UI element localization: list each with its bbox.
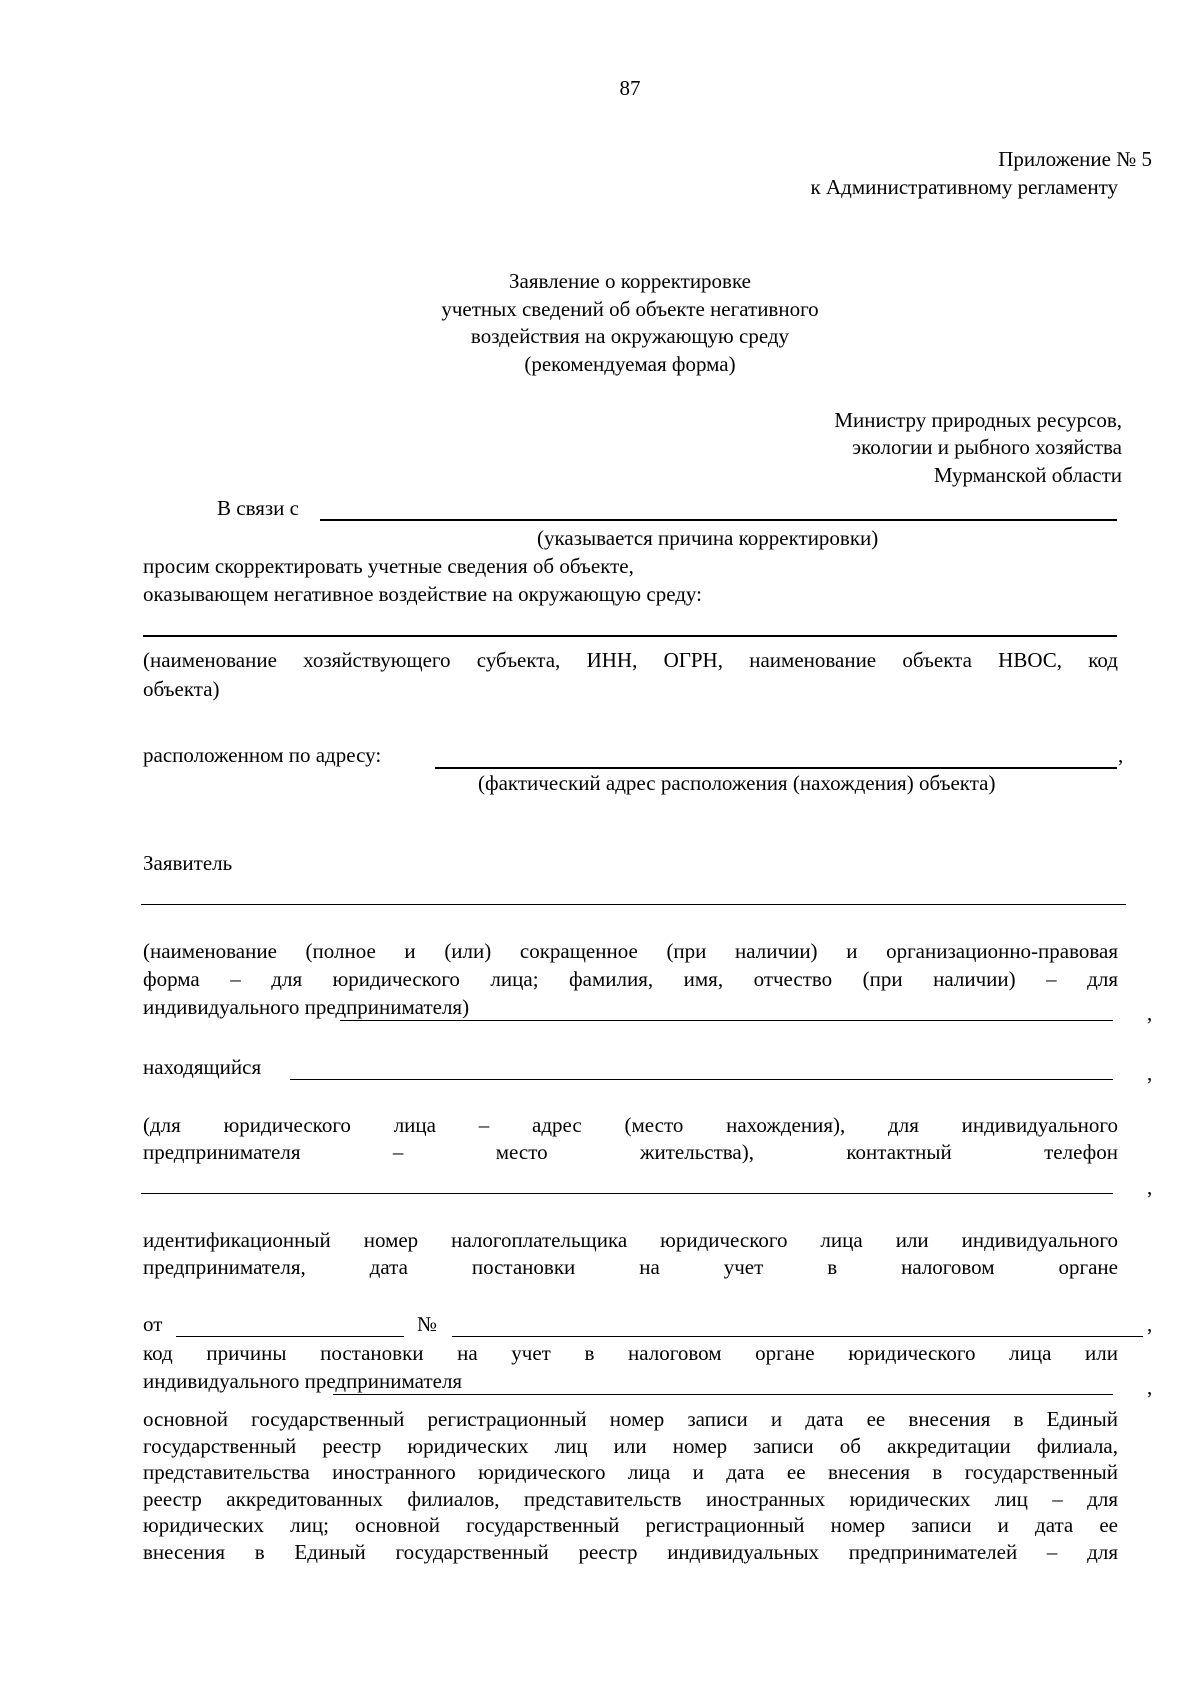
location-underline [290, 1079, 1113, 1080]
applicant-underline [141, 904, 1126, 905]
inn-number-field[interactable] [454, 1310, 1141, 1335]
location-hint-line2: предпринимателя – место жительства), контактный телефон [143, 1140, 1118, 1164]
title-line1: Заявление о корректировке [509, 269, 751, 293]
addressee-line1: Министру природных ресурсов, [834, 408, 1122, 432]
location-comma2: , [1147, 1175, 1153, 1199]
location-field[interactable] [292, 1053, 1112, 1078]
title-line3: воздействия на окружающую среду [470, 324, 790, 348]
ogrn-line2: государственный реестр юридических лиц или номер записи об аккредитации филиала, [143, 1434, 1118, 1458]
location-hint-line1: (для юридического лица – адрес (место нахождения), для индивидуального [143, 1113, 1118, 1137]
ogrn-line3: представительства иностранного юридического лица и дата ее внесения в государственный [143, 1460, 1118, 1484]
request-line1: просим скорректировать учетные сведения об объекте, [143, 554, 634, 578]
ogrn-line6: внесения в Единый государственный реестр индивидуальных предпринимателей – для [143, 1540, 1118, 1564]
inn-comma: , [1147, 1312, 1153, 1336]
inn-number-underline [452, 1336, 1143, 1337]
title-line4: (рекомендуемая форма) [524, 352, 736, 376]
address-hint: (фактический адрес расположения (нахождения) объекта) [478, 771, 996, 795]
location-label: находящийся [143, 1055, 262, 1079]
reason-underline [320, 519, 1117, 521]
phone-field[interactable] [143, 1167, 1111, 1192]
inn-date-field[interactable] [178, 1310, 402, 1335]
ogrn-line4: реестр аккредитованных филиалов, представительств иностранных юридических лиц – для [143, 1487, 1118, 1511]
applicant-comma: , [1147, 1001, 1153, 1025]
kpp-line2: индивидуального предпринимателя [143, 1369, 463, 1393]
title-line2: учетных сведений об объекте негативного [441, 297, 819, 321]
reason-label: В связи с [217, 496, 299, 520]
inn-date-underline [176, 1336, 404, 1337]
appendix-line1: Приложение № 5 [998, 147, 1152, 171]
applicant-field[interactable] [143, 877, 1123, 903]
applicant-label: Заявитель [143, 851, 233, 875]
object-field[interactable] [143, 608, 1117, 634]
kpp-comma: , [1147, 1375, 1153, 1399]
ogrn-line5: юридических лиц; основной государственный регистрационный номер записи и дата ее [143, 1513, 1118, 1537]
kpp-underline [333, 1394, 1113, 1395]
object-hint-line2: объекта) [143, 677, 220, 701]
phone-underline [141, 1193, 1113, 1194]
applicant-hint-underline [340, 1020, 1113, 1021]
inn-number-label: № [417, 1312, 438, 1336]
applicant-hint-line1: (наименование (полное и (или) сокращенное (при наличии) и организационно-правовая [143, 939, 1118, 963]
inn-line2: предпринимателя, дата постановки на учет в налоговом органе [143, 1255, 1118, 1279]
object-underline [143, 635, 1117, 637]
address-comma: , [1118, 743, 1124, 767]
address-label: расположенном по адресу: [143, 743, 382, 767]
inn-line1: идентификационный номер налогоплательщика юридического лица или индивидуального [143, 1228, 1118, 1252]
location-comma: , [1147, 1061, 1153, 1085]
reason-field[interactable] [322, 493, 1116, 519]
request-line2: оказывающем негативное воздействие на окружающую среду: [143, 582, 702, 606]
addressee-line3: Мурманской области [933, 463, 1122, 487]
kpp-line1: код причины постановки на учет в налоговом органе юридического лица или [143, 1341, 1118, 1365]
appendix-line2: к Административному регламенту [810, 175, 1118, 199]
applicant-hint-line3: индивидуального предпринимателя) [143, 995, 470, 1019]
page-number: 87 [619, 76, 641, 100]
inn-from-label: от [143, 1312, 163, 1336]
applicant-hint-line2: форма – для юридического лица; фамилия, имя, отчество (при наличии) – для [143, 967, 1118, 991]
addressee-line2: экологии и рыбного хозяйства [852, 435, 1122, 459]
object-hint-line1: (наименование хозяйствующего субъекта, ИНН, ОГРН, наименование объекта НВОС, код [143, 648, 1118, 672]
ogrn-line1: основной государственный регистрационный номер записи и дата ее внесения в Единый [143, 1407, 1118, 1431]
reason-hint: (указывается причина корректировки) [537, 526, 879, 550]
address-field[interactable] [437, 741, 1115, 767]
